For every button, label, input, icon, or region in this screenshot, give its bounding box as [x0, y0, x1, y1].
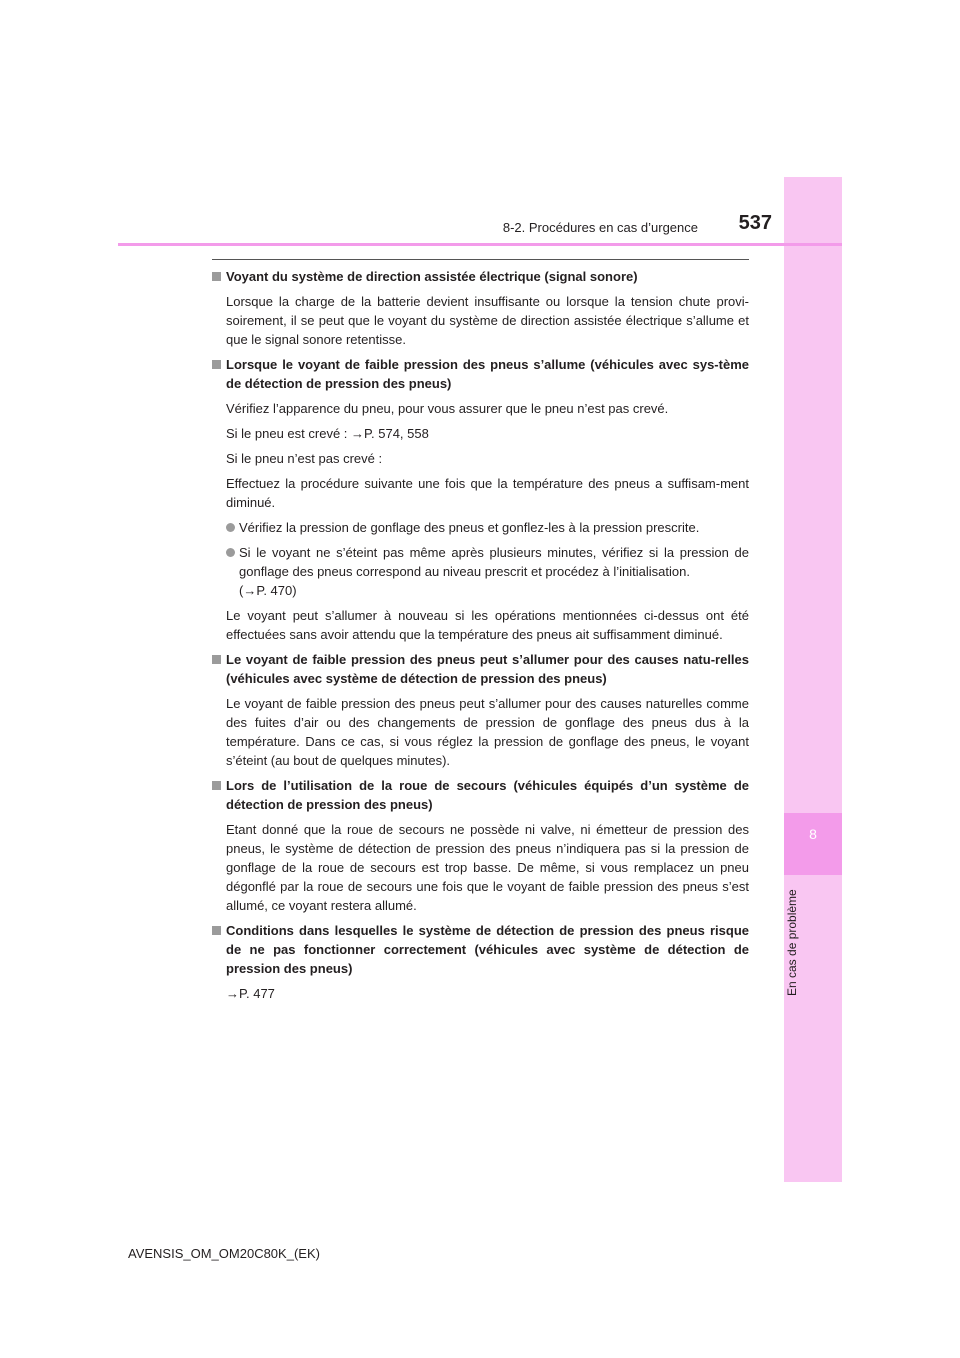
square-bullet-icon	[212, 272, 221, 281]
document-code: AVENSIS_OM_OM20C80K_(EK)	[128, 1246, 320, 1261]
content-body	[212, 267, 749, 1003]
section-title: 8-2. Procédures en cas d’urgence	[502, 220, 698, 235]
heading-malfunction-conditions: Conditions dans lesquelles le système de détection de pression des pneus risque de ne pas fonctionner correctement (véhicules avec système de détection de pression des pneus)	[212, 921, 749, 978]
paragraph: Le voyant peut s’allumer à nouveau si les opérations mentionnées ci-dessus ont été effectuées sans avoir attendu que la température des pneus ait suffisamment diminué.	[226, 608, 749, 642]
content-rule	[212, 259, 749, 260]
square-bullet-icon	[212, 781, 221, 790]
paragraph: Si le pneu n’est pas crevé :	[226, 451, 383, 466]
list-item: Vérifiez la pression de gonflage des pneus et gonflez-les à la pression prescrite.	[212, 518, 749, 537]
header-rule	[118, 243, 842, 246]
list-item: Si le voyant ne s’éteint pas même après plusieurs minutes, vérifiez si la pression de gonflage des pneus correspond au niveau prescrit et procédez à l’initialisation. (→P. 470)	[212, 543, 749, 600]
paragraph: Vérifiez l’apparence du pneu, pour vous assurer que le pneu n’est pas crevé.	[226, 401, 669, 416]
heading-natural-causes: Le voyant de faible pression des pneus peut s’allumer pour des causes natu-relles (véhicules avec système de détection de pression des pneus)	[212, 650, 749, 688]
paragraph: Lorsque la charge de la batterie devient insuffisante ou lorsque la tension chute provi-soirement, il se peut que le voyant du système de direction assistée électrique s’allume et que le signal sonore retentisse.	[226, 294, 749, 347]
paragraph: Le voyant de faible pression des pneus peut s’allumer pour des causes naturelles comme des fuites d’air ou des changements de pression de gonflage des pneus dus à la température. Dans ce cas, si vous réglez la pression de gonflage des pneus, le voyant s’éteint (au bout de quelques minutes).	[226, 696, 749, 768]
side-tab	[784, 177, 842, 1182]
paragraph-crossref: Si le pneu est crevé : →P. 574, 558	[226, 426, 429, 441]
side-tab-active-chapter[interactable]	[784, 813, 842, 875]
heading-spare-wheel: Lors de l’utilisation de la roue de secours (véhicules équipés d’un système de détection de pression des pneus)	[212, 776, 749, 814]
page-number: 537	[738, 212, 772, 234]
paragraph-crossref: →P. 477	[226, 986, 275, 1001]
square-bullet-icon	[212, 655, 221, 664]
crossref: (→P. 470)	[239, 583, 297, 598]
round-bullet-icon	[226, 523, 235, 532]
chapter-label: En cas de problème	[785, 889, 799, 996]
paragraph: Etant donné que la roue de secours ne possède ni valve, ni émetteur de pression des pneus, le système de détection de pression des pneus n’indiquera pas si la pression de gonflage de la roue de secours est trop basse. De même, si vous remplacez un pneu dégonflé par la roue de secours une fois que le voyant de faible pression des pneus s’est allumé, ce voyant restera allumé.	[226, 822, 749, 913]
chapter-number: 8	[809, 826, 817, 842]
heading-low-pressure-warning: Lorsque le voyant de faible pression des pneus s’allume (véhicules avec sys-tème de détection de pression des pneus)	[212, 355, 749, 393]
round-bullet-icon	[226, 548, 235, 557]
square-bullet-icon	[212, 360, 221, 369]
heading-power-steering: Voyant du système de direction assistée électrique (signal sonore)	[212, 267, 749, 286]
square-bullet-icon	[212, 926, 221, 935]
paragraph: Effectuez la procédure suivante une fois que la température des pneus a suffisam-ment diminué.	[226, 476, 749, 510]
